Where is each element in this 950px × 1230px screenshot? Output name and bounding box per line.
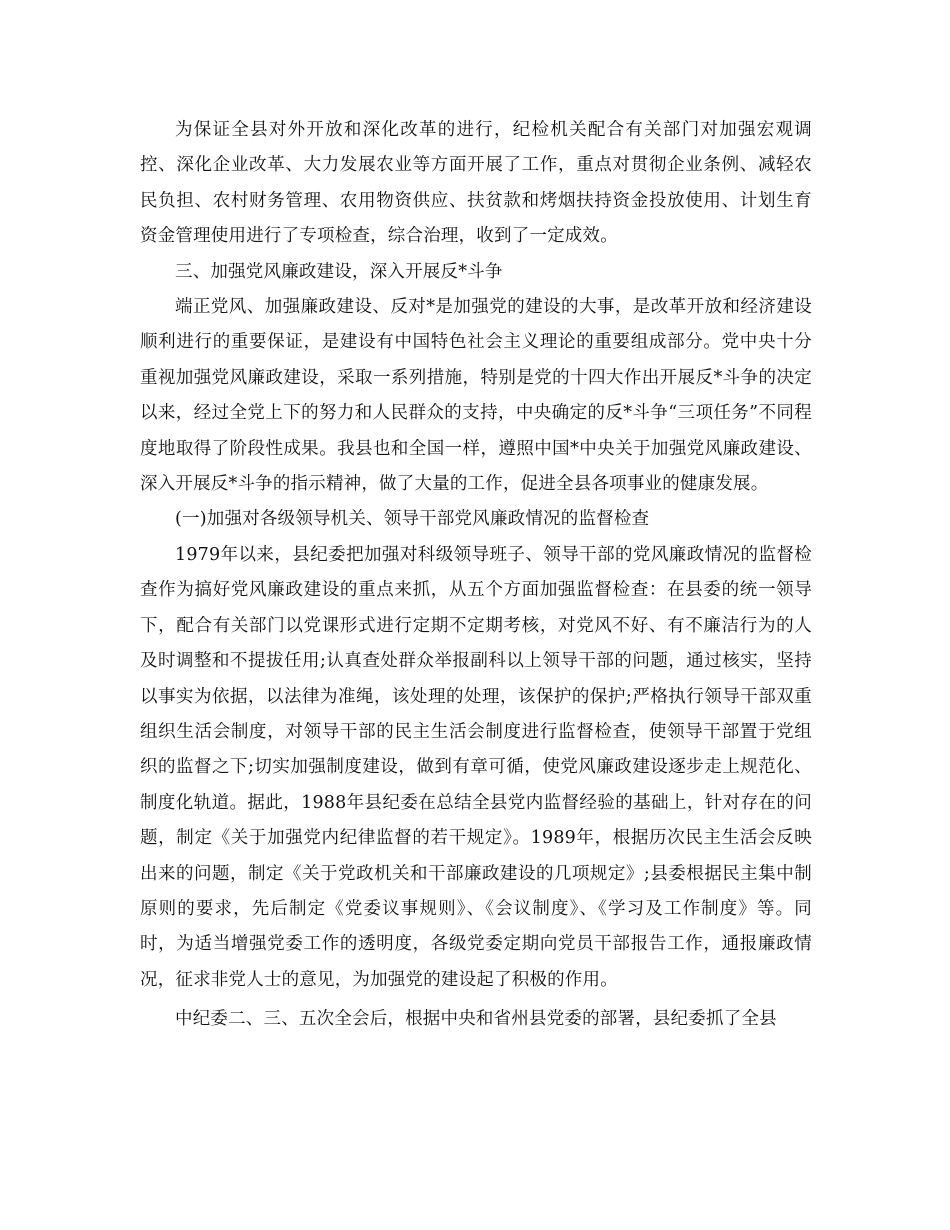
paragraph-reform-inspection: 为保证全县对外开放和深化改革的进行，纪检机关配合有关部门对加强宏观调控、深化企业改革、大力发展农业等方面开展了工作，重点对贯彻企业条例、减轻农民负担、农村财务管理、农用物资供应、扶贫款和烤烟扶持资金投放使用、计划生育资金管理使用进行了专项检查，综合治理，收到了一定成效。 (140, 120, 812, 247)
paragraph-supervision-history: 1979年以来，县纪委把加强对科级领导班子、领导干部的党风廉政情况的监督检查作为搞好党风廉政建设的重点来抓，从五个方面加强监督检查：在县委的统一领导下，配合有关部门以党课形式进行定期不定期考核，对党风不好、有不廉洁行为的人及时调整和不提拔任用;认真查处群众举报副科以上领导干部的问题，通过核实，坚持以事实为依据，以法律为准绳，该处理的处理，该保护的保护;严格执行领导干部双重组织生活会制度，对领导干部的民主生活会制度进行监督检查，使领导干部置于党组织的监督之下;切实加强制度建设，做到有章可循，使党风廉政建设逐步走上规范化、制度化轨道。据此，1988年县纪委在总结全县党内监督经验的基础上，针对存在的问题，制定《关于加强党内纪律监督的若干规定》。1989年，根据历次民主生活会反映出来的问题，制定《关于党政机关和干部廉政建设的几项规定》;县委根据民主集中制原则的要求，先后制定《党委议事规则》、《会议制度》、《学习及工作制度》等。同时，为适当增强党委工作的透明度，各级党委定期向党员干部报告工作，通报廉政情况，征求非党人士的意见，为加强党的建设起了积极的作用。 (140, 544, 812, 990)
paragraph-plenary-sessions: 中纪委二、三、五次全会后，根据中央和省州县党委的部署，县纪委抓了全县 (175, 1009, 777, 1030)
section-heading-three: 三、加强党风廉政建设，深入开展反*斗争 (175, 261, 503, 282)
paragraph-party-conduct: 端正党风、加强廉政建设、反对*是加强党的建设的大事，是改革开放和经济建设顺利进行的重要保证，是建设有中国特色社会主义理论的重要组成部分。党中央十分重视加强党风廉政建设，采取一系列措施，特别是党的十四大作出开展反*斗争的决定以来，经过全党上下的努力和人民群众的支持，中央确定的反*斗争“三项任务”不同程度地取得了阶段性成果。我县也和全国一样，遵照中国*中央关于加强党风廉政建设、深入开展反*斗争的指示精神，做了大量的工作，促进全县各项事业的健康发展。 (140, 297, 812, 495)
document-body (140, 113, 812, 1038)
subsection-heading-one: (一)加强对各级领导机关、领导干部党风廉政情况的监督检查 (175, 509, 650, 530)
